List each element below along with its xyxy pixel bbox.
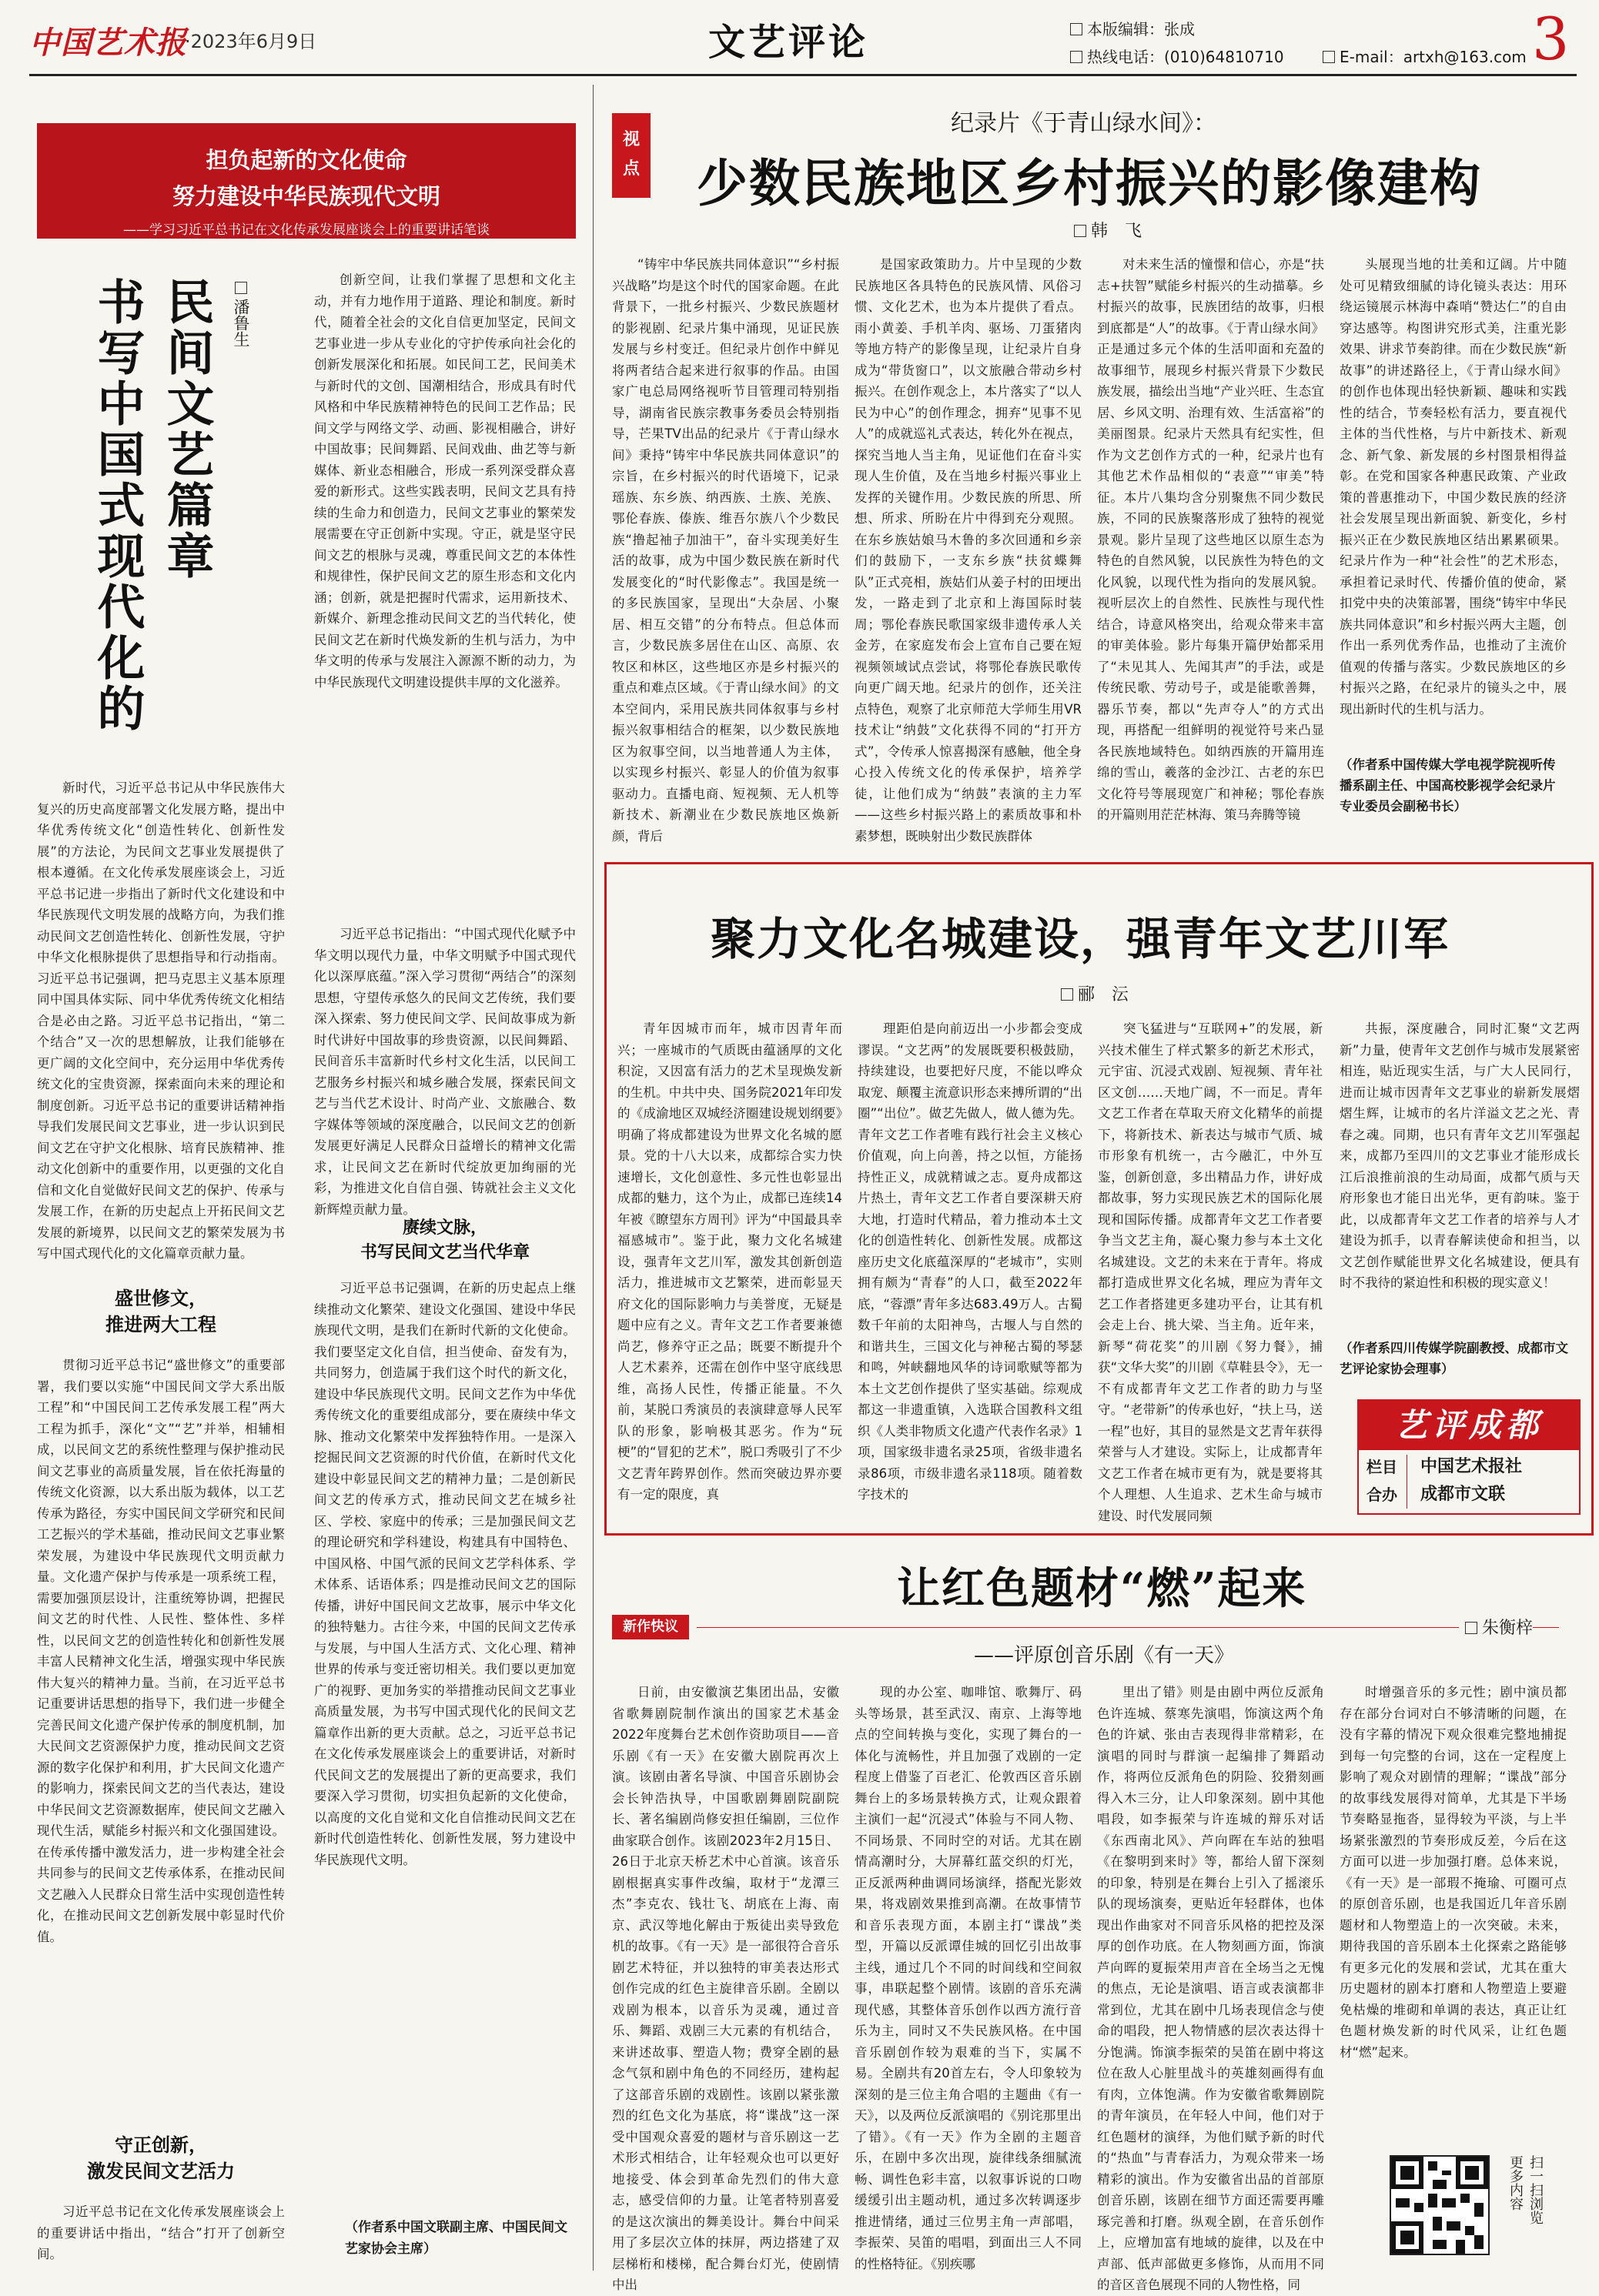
bottom-col-4: 时增强音乐的多元性；剧中演员都存在部分台词对白不够清晰的问题，在没有字幕的情况下观众很难完整地捕捉到每一句完整的台词，这在一定程度上影响了观众对剧情的理解；“谍战”部分的故事线发展得对简单，尤其是下半场节奏略显拖沓，显得较为平淡，与上半场紧张激烈的节奏形成反差，今后在这方面可以进一步加强打磨。总体来说，《有一天》是一部瑕不掩瑜、可圈可点的原创音乐剧，也是我国近几年音乐剧题材和人物塑造上的一次突破。未来，期待我国的音乐剧本土化探索之路能够有更多元化的发展和尝试，尤其在重大历史题材的剧本打磨和人物塑造上要避免枯燥的堆砌和单调的表达，真正让红色题材焕发新的时代风采，让红色题材“燃”起来。 [1340,1685,1567,2060]
left-col2-para3: 习近平总书记强调，在新的历史起点上继续推动文化繁荣、建设文化强国、建设中华民族现代文明，是我们在新时代新的文化使命。我们要坚定文化自信，担当使命、奋发有为，共同努力，创造属于我们这个时代的新文化，建设中华民族现代文明。民间文艺作为中华优秀传统文化的重要组成部分，要在赓续中华文脉、推动文化繁荣中发挥独特作用。一是深入挖掘民间文艺资源的时代价值，在新时代文化建设中彰显民间文艺的精神力量；二是创新民间文艺的传承方式，推动民间文艺在城乡社区、学校、家庭中的传承；三是加强民间文艺的理论研究和学科建设，构建具有中国特色、中国风格、中国气派的民间文艺学科体系、学术体系、话语体系；四是推动民间文艺的国际传播，讲好中国民间文艺故事，展示中华文化的独特魅力。古往今来，中国的民间文艺传承与发展，与中国人生活方式、文化心理、精神世界的传承与变迁密切相关。我们要以更加宽广的视野、更加务实的举措推动民间文艺事业高质量发展，为书写中国式现代化的民间文艺篇章作出新的更大贡献。总之，习近平总书记在文化传承发展座谈会上的重要讲话，对新时代民间文艺的发展提出了新的更高要求，我们要深入学习贯彻，切实担负起新的文化使命，以高度的文化自觉和文化自信推动民间文艺在新时代创造性转化、创新性发展，努力建设中华民族现代文明。 [314,1281,576,1867]
series-banner [37,123,576,239]
headline: 少数民族地区乡村振兴的影像建构 [697,153,1482,213]
left-col1-para2: 贯彻习近平总书记“盛世修文”的重要部署，我们要以实施“中国民间文学大系出版工程”和“中国民间工艺传承发展工程”两大工程为抓手，深化“文”“艺”并举，相辅相成，以民间文艺的系统性整理与保护推动民间文艺事业的高质量发展，旨在依托海量的传统文化资源，以大系出版为载体，以工艺传承为路径，夯实中国民间文学研究和民间工艺振兴的学术基础，推动民间文艺事业繁荣发展，为建设中华民族现代文明贡献力量。文化遗产保护与传承是一项系统工程，需要加强顶层设计，注重统筹协调，把握民间文艺的时代性、人民性、整体性、多样性，以民间文艺的创造性转化和创新性发展丰富人民精神文化生活，增强实现中华民族伟大复兴的精神力量。当前，在习近平总书记重要讲话思想的指导下，我们进一步健全完善民间文化遗产保护传承的制度机制，加大民间文艺资源保护力度，推动民间文艺资源的数字化保护和利用，扩大民间文化遗产的影响力，探索民间文艺的当代表达，建设中华民间文艺资源数据库，使民间文艺融入现代生活，赋能乡村振兴和文化强国建设。在传承传播中激发活力，进一步构建全社会共同参与的民间文艺传承体系，在推动民间文艺融入人民群众日常生活中实现创造性转化，在推动民间文艺创新发展中彰显时代价值。 [37,1358,285,1944]
badge-label: 栏目 合办 [1367,1458,1397,1504]
left-col2-subhead-1: 赓续文脉， 书写民间文艺当代华章 [360,1218,530,1262]
column-divider [593,85,594,2271]
checkbox-icon [1070,51,1082,63]
checkbox-icon [235,282,247,294]
badge-title: 艺评成都 [1359,1401,1579,1450]
byline: 韩 飞 [1074,218,1142,242]
byline: 朱衡梓 [1459,1615,1533,1639]
mid-col-3: 突飞猛进与“互联网+”的发展，新兴技术催生了样式繁多的新艺术形式，元宇宙、沉浸式戏剧、短视频、青年社区文创……天地广阔，不一而足。青年文艺工作者在草取天府文化精华的前提下，将新技术、新表达与城市气质、城市形象有机统一，古今融汇，中外互鉴，创新创意，多出精品力作，讲好成都故事，努力实现民族艺术的国际化展现和国际传播。成都青年文艺工作者要争当文艺主角，凝心聚力参与本土文化名城建设。文艺的未来在于青年。将成都打造成世界文化名城，理应为青年文艺工作者搭建更多建功平台，让其有机会走上台、挑大梁、当主角。近年来，新琴“荷花奖”的川剧《努力餐》，捕获“文华大奖”的川剧《草鞋县令》，无一不有成都青年文艺工作者的助力与坚守。“老带新”的传承也好，“扶上马，送一程”也好，其目的显然是文艺青年获得荣誉与人才建设。实际上，让成都青年文艺工作者在城市更有为，就是要将其个人理想、人生追求、艺术生命与城市建设、时代发展同频 [1098,1021,1323,1523]
left-article [37,254,576,2271]
subtitle: ——评原创音乐剧《有一天》 [974,1644,1235,1667]
author-note: （作者系四川传媒学院副教授、成都市文艺评论家协会理事） [1340,1341,1568,1376]
top-col-4: 头展现当地的壮美和辽阔。片中随处可见精致细腻的诗化镜头表达：用环绕运镜展示林海中森哨“赞达仁”的自由穿达感等。构图讲究形式美，注重光影效果、讲求节奏韵律。而在少数民族“新故事”的讲述路径上，《于青山绿水间》的创作也体现出轻快新颖、趣味和实践性的结合，节奏轻松有活力，要直视代主体的当代性格，与片中新技术、新观念、新气象、新发展的乡村图景相得益彰。在党和国家各种惠民政策、产业政策的普惠推动下，中国少数民族的经济社会发展呈现出新面貌、新变化，乡村振兴正在少数民族地区结出累累硕果。纪录片作为一种“社会性”的艺术形态，承担着记录时代、传播价值的使命，紧扣党中央的决策部署，围绕“铸牢中华民族共同体意识”和乡村振兴两大主题，创作出一系列优秀作品，也推动了主流价值观的传播与落实。少数民族地区的乡村振兴之路，在纪录片的镜头之中，展现出新时代的生机与活力。 [1340,257,1567,717]
new-work-tag: 新作快议 [612,1615,689,1639]
featured-article [604,862,1594,1536]
checkbox-icon [1061,988,1073,1001]
byline: 潘鲁生 [229,282,253,347]
author-note: （作者系中国传媒大学电视学院视听传播系副主任、中国高校影视学会纪录片专业委员会副秘书长） [1340,757,1556,814]
left-col1-subhead-2: 守正创新， 激发民间文艺活力 [87,2134,235,2182]
section-title: 文艺评论 [708,21,869,64]
masthead-rule [29,74,1577,76]
qr-code-icon[interactable] [1390,2155,1490,2255]
page-hotline: 热线电话：(010)64810710 [1070,45,1284,67]
mid-col-2: 理距伯是向前迈出一小步都会变成谬误。“文艺两”的发展既要积极鼓励，持续建设，也要把好尺度，不能以哗众取宠、颠覆主流意识形态来搏所谓的“出圈”“出位”。做艺先做人，做人德为先。青年文艺工作者唯有践行社会主义核心价值观，向上向善，持之以恒，方能扬持性正义，成就精诚之志。夏舟成都这片热土，青年文艺工作者自要深耕天府大地，打造时代精品，着力推动本土文化的创造性转化、创新性发展。成都这座历史文化底蕴深厚的“老城市”，实则拥有颇为“青春”的人口，截至2022年底，“蓉漂”青年多达683.49万人。古蜀数千年前的太阳神鸟，古堰人与自然的和谐共生，三国文化与神秘古蜀的琴瑟和鸣，舛峡翻地风华的诗词歌赋等都为本土文艺创作提供了坚实基础。综观成都这一非遗重镇，入选联合国教科文组织《人类非物质文化遗产代表作名录》1项，国家级非遗名录25项，省级非遗名录86项，市级非遗名录118项。随着数字技术的 [858,1021,1082,1502]
qr-caption: 扫一扫浏览 更多内容 [1507,2155,1544,2224]
tag-rule [697,1627,1559,1628]
page-number: 3 [1532,5,1570,73]
mid-col-4: 共振，深度融合，同时汇聚“文艺两新”力量，使青年文艺创作与城市发展紧密相连，贴近现实生活，与广大人民同行，进而让城市因青年文艺事业的崭新发展熠熠生辉，让城市的名片洋溢文艺之光、青春之魂。同期，也只有青年文艺川军强起来，成都乃至四川的文艺事业才能形成长江后浪推前浪的生动局面，成都气质与天府形象也才能日出光华，更有韵味。鉴于此，以成都青年文艺工作者的培养与人才建设为抓手，以青春解读使命和担当，以文艺创作赋能世界文化名城建设，便具有时不我待的紧迫性和积极的现实意义！ [1340,1021,1580,1290]
banner-line-2: 努力建设中华民族现代文明 [172,183,440,209]
top-article [612,89,1578,858]
headline-col-1: 民间文艺篇章 [159,277,215,582]
top-col-1: “铸牢中华民族共同体意识”“乡村振兴战略”均是这个时代的国家命题。在此背景下，一批乡村振兴、少数民族题材的影视剧、纪录片集中涌现，见证民族发展与乡村变迁。但纪录片创作中鲜见将两者结合起来进行叙事的作品。由国家广电总局网络视听节目管理司特别指导，湖南省民族宗教事务委员会特别指导，芒果TV出品的纪录片《于青山绿水间》秉持“铸牢中华民族共同体意识”的宗旨，在乡村振兴的时代语境下，记录瑶族、东乡族、纳西族、土族、羌族、鄂伦春族、傣族、维吾尔族八个少数民族“撸起袖子加油干”，奋斗实现美好生活的故事，成为中国少数民族在新时代发展变化的“时代影像志”。我国是统一的多民族国家，呈现出“大杂居、小聚居、相互交错”的分布特点。但总体而言，少数民族多居住在山区、高原、农牧区和林区，这些地区亦是乡村振兴的重点和难点区域。《于青山绿水间》的文本空间内，采用民族共同体叙事与乡村振兴叙事相结合的框架，以少数民族地区为叙事空间，以当地普通人为主体，以实现乡村振兴、彰显人的价值为叙事驱动力。直播电商、短视频、无人机等新技术、新潮业在少数民族地区焕新颜，背后 [612,257,839,844]
left-col1-subhead-1: 盛世修文， 推进两大工程 [105,1288,216,1335]
kicker: 纪录片《于青山绿水间》： [951,110,1216,137]
paper-logo: 中国艺术报 [29,25,187,61]
bottom-article [612,1547,1578,2292]
column-badge [1357,1399,1581,1515]
left-col2-para2: 习近平总书记指出：“中国式现代化赋予中华文明以现代力量，中华文明赋予中国式现代化以深厚底蕴。”深入学习贯彻“两结合”的深刻思想，守望传承悠久的民间文艺传统，我们要深入探索、努力使民间文学、民间故事成为新时代讲好中国故事的珍贵资源，以民间舞蹈、民间音乐丰富新时代乡村文化生活，以民间工艺服务乡村振兴和城乡融合发展，探索民间文艺与当代艺术设计、时尚产业、文旅融合、数字媒体等领域的深度融合，以民间文艺的创新发展更好满足人民群众日益增长的精神文化需求，让民间文艺在新时代绽放更加绚丽的光彩，为推进文化自信自强、铸就社会主义文化新辉煌贡献力量。 [314,927,576,1217]
viewpoint-tag: 视 点 [612,113,651,198]
headline: 让红色题材“燃”起来 [897,1563,1307,1614]
bottom-col-1: 日前，由安徽演艺集团出品，安徽省歌舞剧院制作演出的国家艺术基金2022年度舞台艺术创作资助项目——音乐剧《有一天》在安徽大剧院再次上演。该剧由著名导演、中国音乐剧协会会长钟浩执导，中国歌剧舞剧院副院长、著名编剧尚修安担任编剧，三位作曲家联合创作。该剧2023年2月15日、26日于北京天桥艺术中心首演。该音乐剧根据真实事件改编，取材于“龙潭三杰”李克农、钱壮飞、胡底在上海、南京、武汉等地化解由于叛徒出卖导致危机的故事。《有一天》是一部很符合音乐剧艺术特征，并以独特的审美表达形式创作完成的红色主旋律音乐剧。全剧以戏剧为根本，以音乐为灵魂，通过音乐、舞蹈、戏剧三大元素的有机结合，来讲述故事、塑造人物；费穿全剧的悬念气氛和剧中角色的不同经历，建构起了这部音乐剧的戏剧性。该剧以紧张激烈的红色文化为基底，将“谍战”这一深受中国观众喜爱的题材与音乐剧这一艺术形式相结合，让年轻观众也可以更好地接受、体会到革命先烈们的伟大意志，感受信仰的力量。让笔者特别喜爱的是这次演出的舞美设计。舞台中间采用了多层次立体的抹屏，两边搭建了双层梯桁和楼梯，配合舞台灯光，使剧情中出 [612,1685,839,2292]
checkbox-icon [1074,225,1086,237]
masthead [0,0,1599,77]
badge-orgs: 中国艺术报社 成都市文联 [1420,1457,1523,1504]
byline: 郦 沄 [1061,981,1129,1005]
bottom-col-3: 里出了错》则是由剧中两位反派角色许连城、蔡寒先演唱，饰演这两个角色的许斌、张由吉表现得非常精彩，在演唱的同时与群演一起编排了舞蹈动作，将两位反派角色的阴险、狡猾刻画得入木三分，让人印象深刻。剧中其他唱段，如李振荣与许连城的辩乐对话《东西南北风》、芦向晖在车站的独唱《在黎明到来时》等，都给人留下深刻的印象，特别是在舞台上引入了摇滚乐队的现场演奏，更贴近年轻群体，也体现出作曲家对不同音乐风格的把控及深厚的创作功底。在人物刻画方面，饰演芦向晖的夏振荣用声音在全场当之无愧的焦点，无论是演唱、语言或表演都非常到位，尤其在剧中几场表现信念与使命的唱段，把人物情感的层次表达得十分饱满。饰演李振荣的吴笛在剧中将这位在敌人心脏里战斗的英雄刻画得有血有肉，立体饱满。作为安徽省歌舞剧院的青年演员，在年轻人中间，他们对于红色题材的演绎，为他们赋予新的时代的“热血”与青春活力，为观众带来一场精彩的演出。作为安徽省出品的首部原创音乐剧，该剧在细节方面还需要再雕琢完善和打磨。纵观全剧，在音乐创作上，应增加富有地域的旋律，以及在中声部、低声部做更多修饰，从而用不同的音区音色展现不同的人物性格，同 [1097,1685,1324,2292]
headline-col-2: 书写中国式现代化的 [89,277,146,734]
left-col2-para1: 创新空间，让我们掌握了思想和文化主动，并有力地作用于道路、理论和制度。新时代，随着全社会的文化自信更加坚定，民间文艺事业进一步从专业化的守护传承向社会化的创新发展深化和拓展。如民间工艺，民间美术与新时代的文创、国潮相结合，形成具有时代风格和中华民族精神特色的民间工艺作品；民间文学与网络文学、动画、影视相融合，讲好中国故事；民间舞蹈、民间戏曲、曲艺等与新媒体、新业态相融合，形成一系列深受群众喜爱的新形式。这些实践表明，民间文艺具有持续的生命力和创造力，民间文艺事业的繁荣发展需要在守正创新中实现。守正，就是坚守民间文艺的根脉与灵魂，尊重民间文艺的本体性和规律性，保护民间文艺的原生形态和文化内涵；创新，就是把握时代需求，运用新技术、新媒介、新理念推动民间文艺的当代转化，使民间文艺在新时代焕发新的生机与活力，为中华文明的传承与发展注入源源不断的动力，为中华民族现代文明建设提供丰厚的文化滋养。 [314,272,576,690]
left-col1-para3: 习近平总书记在文化传承发展座谈会上的重要讲话中指出，“结合”打开了创新空间。 [37,2204,285,2261]
checkbox-icon [1323,51,1335,63]
top-col-2: 是国家政策助力。片中呈现的少数民族地区各具特色的民族风情、风俗习惯、文化艺术，也为本片提供了看点。雨小黄姜、手机羊肉、驱场、刀蛋猪肉等地方特产的影像呈现，让纪录片自身成为“带货窗口”，以文旅融合带动乡村振兴。在创作观念上，本片落实了“以人民为中心”的创作理念，拥弃“见事不见人”的成就巡礼式表达，转化外在视点，探究当地人当主角，见证他们在奋斗实现人生价值，及在当地乡村振兴事业上发挥的关键作用。少数民族的所思、所想、所求、所盼在片中得到充分观照。在东乡族姑娘马木鲁的多次回通和乡亲们的鼓励下，一支东乡族“扶贫蝶舞队”正式亮相，族姑们从姜子村的田埂出发，一路走到了北京和上海国际时装周；鄂伦春族民歌国家级非遗传承人关金芳，在家庭发布会上宣布自己要在短视频领域试点尝试，将鄂伦春族民歌传向更广阔天地。纪录片的创作，还关注点特色，观察了北京师范大学师生用VR技术让“纳鼓”文化获得不同的“打开方式”，令传承人惊喜揭深有感触，他全身心投入传统文化的传承保护，培养学徒，让他们成为“纳鼓”表演的主力军——这些乡村振兴路上的素质故事和朴素梦想，既映射出少数民族群体 [855,257,1082,844]
left-col1-para1: 新时代，习近平总书记从中华民族伟大复兴的历史高度部署文化发展方略，提出中华优秀传统文化“创造性转化、创新性发展”的方法论，为民间文艺事业发展提供了根本遵循。在文化传承发展座谈会上，习近平总书记进一步指出了新时代文化建设和中华民族现代文明发展的战略方向，为我们推动民间文艺创造性转化、创新性发展，守护中华文化根脉提供了思想指导和行动指南。习近平总书记强调，把马克思主义基本原理同中国具体实际、同中华优秀传统文化相结合是必由之路。习近平总书记指出，“第二个结合”又一次的思想解放，让我们能够在更广阔的文化空间中，充分运用中华优秀传统文化的宝贵资源，探索面向未来的理论和制度创新。习近平总书记的重要讲话精神指导我们发展民间文艺事业，进一步认识到民间文艺在守护文化根脉、培育民族精神、推动文化创新中的重要作用，以更强的文化自信和文化自觉做好民间文艺的保护、传承与发展工作，在新的历史起点上开拓民间文艺发展的新境界，以民间文艺的繁荣发展为书写中国式现代化的文化篇章贡献力量。 [37,780,285,1261]
banner-line-1: 担负起新的文化使命 [206,147,407,173]
bottom-col-2: 现的办公室、咖啡馆、歌舞厅、码头等场景，甚至武汉、南京、上海等地点的空间转换与变化，实现了舞台的一体化与流畅性，并且加强了戏剧的一定程度上借鉴了百老汇、伦敦西区音乐剧舞台上的多场景转换方式，让观众跟着主演们一起“沉浸式”体验与不同人物、不同场景、不同时空的对话。尤其在剧情高潮时分，大屏幕红蓝交织的灯光，正反派两种曲调同场演绎，搭配光影效果，将戏剧效果推到高潮。在故事情节和音乐表现方面，本剧主打“谍战”类型，开篇以反派谭佳城的回忆引出故事主线，通过几个不同的时间线和空间叙事，串联起整个剧情。该剧的音乐充满现代感，其整体音乐创作以西方流行音乐为主，同时又不失民族风格。在中国音乐剧创作较为艰难的当下，实属不易。全剧共有20首左右，令人印象较为深刻的是三位主角合唱的主题曲《有一天》，以及两位反派演唱的《别诧那里出了错》。《有一天》作为全剧的主题音乐，在剧中多次出现，旋律线条细腻流畅、调性色彩丰富，以叙事诉说的口吻缓缓引出主题动机，通过多次转调逐步推进情绪，通过三位男主角一声部唱，李振荣、吴笛的唱唱，到面出三人不同的性格特征。《别疾哪 [855,1685,1082,2271]
checkbox-icon [1465,1622,1477,1634]
issue-date: ·2023年6月9日 [185,31,317,52]
page-email: E-mail：artxh@163.com [1323,45,1527,67]
mid-col-1: 青年因城市而年，城市因青年而兴；一座城市的气质既由蕴涵厚的文化积淀，又因富有活力的艺术呈现焕发新的生机。中共中央、国务院2021年印发的《成渝地区双城经济圈建设规划纲要》明确了将成都建设为世界文化名城的愿景。党的十八大以来，成都综合实力快速增长，文化创意性、多元性也彰显出成都的魅力，这个为止，成都已连续14年被《瞭望东方周刊》评为“中国最具幸福感城市”。鉴于此，聚力文化名城建设，强青年文艺川军，激发其创新创造活力，推进城市文艺繁荣，进而彰显天府文化的国际影响力与美誉度，无疑是题中应有之义。青年文艺工作者要兼德尚艺，修养守正之品；既要不断提升个人艺术素养，还需在创作中坚守底线思维，高扬人民性，传播正能量。不久前，某脱口秀演员的表演肆意辱人民军队的形象，影响极其恶劣。作为“玩梗”的“冒犯的艺术”，脱口秀吸引了不少文艺青年跨界创作。然而突破边界亦要有一定的限度，真 [617,1021,842,1502]
headline: 聚力文化名城建设，强青年文艺川军 [711,913,1450,965]
page-editor: 本版编辑：张成 [1070,17,1195,39]
author-note: （作者系中国文联副主席、中国民间文艺家协会主席） [345,2220,567,2257]
top-col-3: 对未来生活的憧憬和信心，亦是“扶志+扶智”赋能乡村振兴的生动描摹。乡村振兴的故事，民族团结的故事，归根到底都是“人”的故事。《于青山绿水间》正是通过多元个体的生活叩面和充盈的故事细节，展现乡村振兴背景下少数民族发展，描绘出当地“产业兴旺、生态宜居、乡风文明、治理有效、生活富裕”的美丽图景。纪录片天然具有纪实性，但作为文艺创作方式的一种，纪录片也有其他艺术作品相似的“表意”“审美”特征。本片八集均含分别聚焦不同少数民族，不同的民族聚落形成了独特的视觉景观。影片呈现了这些地区以原生态为特色的自然风貌，以民族性为特色的文化风貌，以现代性为指向的发展风貌。视听层次上的自然性、民族性与现代性结合，诗意风格突出，给观众带来丰富的审美体验。影片每集开篇伊始都采用了“未见其人、先闻其声”的手法，或是传统民歌、劳动号子，或是能歌善舞，器乐节奏，都以“先声夺人”的方式出现，再搭配一组鲜明的视觉符号来凸显各民族地域特色。如纳西族的开篇用连绵的雪山，羲落的金沙江、古老的东巴文化符号等展现宽广和神秘；鄂伦春族的开篇则用茫茫林海、策马奔腾等镜 [1097,257,1324,822]
banner-line-3: ——学习习近平总书记在文化传承发展座谈会上的重要讲话笔谈 [123,222,490,238]
checkbox-icon [1070,23,1082,35]
